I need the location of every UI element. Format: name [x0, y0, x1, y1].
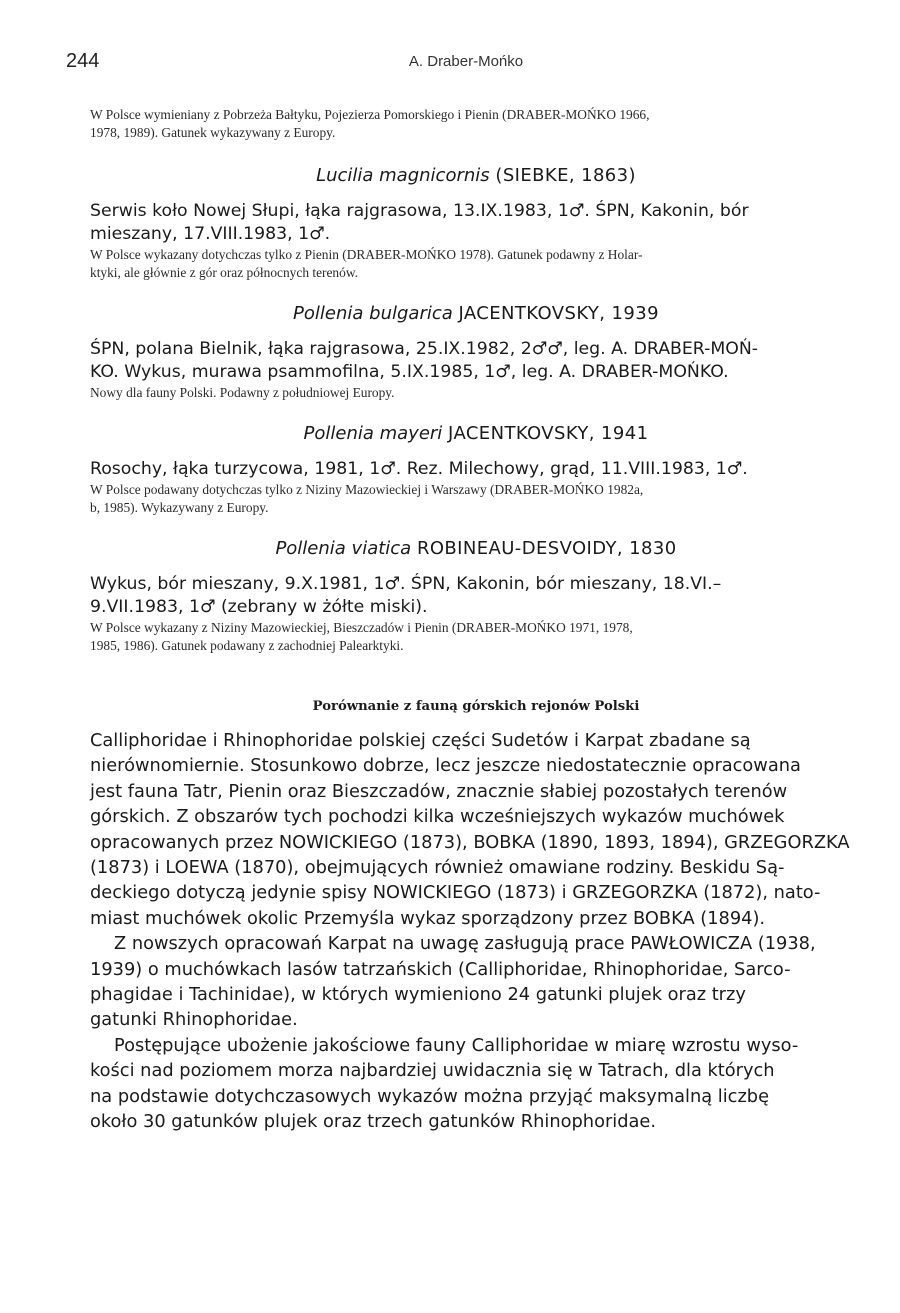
page-number: 244	[66, 50, 100, 72]
species-heading	[90, 302, 862, 326]
species-heading	[90, 422, 862, 446]
species-entry	[90, 302, 862, 402]
note-line: 1978, 1989). Gatunek wykazywany z Europy.	[90, 125, 336, 140]
body-line: Postępujące ubożenie jakościowe fauny Calliphoridae w miarę wzrostu wyso-	[114, 1034, 799, 1056]
species-name: Lucilia magnicornis	[316, 165, 490, 186]
body-paragraph	[90, 931, 862, 1033]
species-heading	[90, 164, 862, 188]
species-name: Pollenia viatica	[275, 538, 412, 559]
body-line: Calliphoridae i Rhinophoridae polskiej części Sudetów i Karpat zbadane są	[90, 730, 751, 751]
record-line: KO. Wykus, murawa psammofilna, 5.IX.1985, 1♂, leg. A. DRABER-MOŃKO.	[90, 362, 729, 382]
record-line: Serwis koło Nowej Słupi, łąka rajgrasowa, 13.IX.1983, 1♂. ŚPN, Kakonin, bór	[90, 201, 749, 221]
body-line: deckiego dotyczą jedynie spisy NOWICKIEGO (1873) i GRZEGORZKA (1872), nato-	[90, 882, 821, 904]
species-author: (SIEBKE, 1863)	[495, 165, 636, 186]
section-title: Porównanie z fauną górskich rejonów Polski	[312, 699, 640, 714]
note-line: ktyki, ale głównie z gór oraz północnych terenów.	[90, 265, 358, 280]
record-line: 9.VII.1983, 1♂ (zebrany w żółte miski).	[90, 597, 428, 617]
species-author: ROBINEAU-DESVOIDY, 1830	[416, 538, 677, 559]
body-line: około 30 gatunków plujek oraz trzech gatunków Rhinophoridae.	[90, 1111, 656, 1133]
species-name: Pollenia bulgarica	[293, 303, 453, 324]
comparison-section	[90, 699, 862, 1135]
record-line: ŚPN, polana Bielnik, łąka rajgrasowa, 25.IX.1982, 2♂♂, leg. A. DRABER-MOŃ-	[90, 339, 759, 359]
body-line: jest fauna Tatr, Pienin oraz Bieszczadów, znacznie słabiej pozostałych terenów	[90, 780, 788, 802]
record-line: Wykus, bór mieszany, 9.X.1981, 1♂. ŚPN, Kakonin, bór mieszany, 18.VI.–	[90, 574, 722, 594]
running-title: A. Draber-Mońko	[408, 53, 524, 70]
species-entry	[90, 537, 862, 655]
body-line: phagidae i Tachinidae), w których wymieniono 24 gatunki plujek oraz trzy	[90, 984, 746, 1006]
body-line: Z nowszych opracowań Karpat na uwagę zasługują prace PAWŁOWICZA (1938,	[114, 933, 816, 955]
body-paragraph	[90, 1033, 862, 1135]
note-line: Nowy dla fauny Polski. Podawny z południowej Europy.	[90, 385, 395, 400]
body-line: nierównomiernie. Stosunkowo dobrze, lecz jeszcze niedostatecznie opracowana	[90, 755, 801, 777]
species-heading	[90, 537, 862, 561]
body-line: opracowanych przez NOWICKIEGO (1873), BOBKA (1890, 1893, 1894), GRZEGORZKA	[90, 831, 850, 853]
record-line: Rosochy, łąka turzycowa, 1981, 1♂. Rez. Milechowy, grąd, 11.VIII.1983, 1♂.	[90, 459, 748, 479]
species-author: JACENTKOVSKY, 1941	[448, 423, 649, 444]
intro-note	[90, 106, 862, 142]
note-line: 1985, 1986). Gatunek podawany z zachodniej Palearktyki.	[90, 638, 404, 653]
note-line: W Polsce wykazany z Niziny Mazowieckiej, Bieszczadów i Pienin (DRABER-MOŃKO 1971, 1978,	[90, 620, 633, 635]
body-line: na podstawie dotychczasowych wykazów można przyjąć maksymalną liczbę	[90, 1085, 770, 1107]
species-entry	[90, 164, 862, 282]
species-author: JACENTKOVSKY, 1939	[458, 303, 659, 324]
body-line: miast muchówek okolic Przemyśla wykaz sporządzony przez BOBKA (1894).	[90, 907, 766, 929]
species-entry	[90, 422, 862, 517]
body-line: gatunki Rhinophoridae.	[90, 1009, 298, 1031]
body-line: 1939) o muchówkach lasów tatrzańskich (Calliphoridae, Rhinophoridae, Sarco-	[90, 958, 791, 980]
running-head	[66, 50, 866, 76]
body-paragraph	[90, 728, 862, 931]
body-line: górskich. Z obszarów tych pochodzi kilka wcześniejszych wykazów muchówek	[90, 806, 785, 828]
note-line: b, 1985). Wykazywany z Europy.	[90, 500, 269, 515]
note-line: W Polsce wymieniany z Pobrzeża Bałtyku, Pojezierza Pomorskiego i Pienin (DRABER-MOŃKO 1966,	[90, 107, 650, 122]
body-line: kości nad poziomem morza najbardziej uwidacznia się w Tatrach, dla których	[90, 1060, 775, 1082]
record-line: mieszany, 17.VIII.1983, 1♂.	[90, 224, 331, 244]
species-name: Pollenia mayeri	[303, 423, 443, 444]
note-line: W Polsce podawany dotychczas tylko z Niziny Mazowieckiej i Warszawy (DRABER-MOŃKO 1982a,	[90, 482, 644, 497]
page-content	[90, 106, 862, 1135]
note-line: W Polsce wykazany dotychczas tylko z Pienin (DRABER-MOŃKO 1978). Gatunek podawny z Holar-	[90, 247, 643, 262]
body-line: (1873) i LOEWA (1870), obejmujących również omawiane rodziny. Beskidu Są-	[90, 857, 785, 879]
